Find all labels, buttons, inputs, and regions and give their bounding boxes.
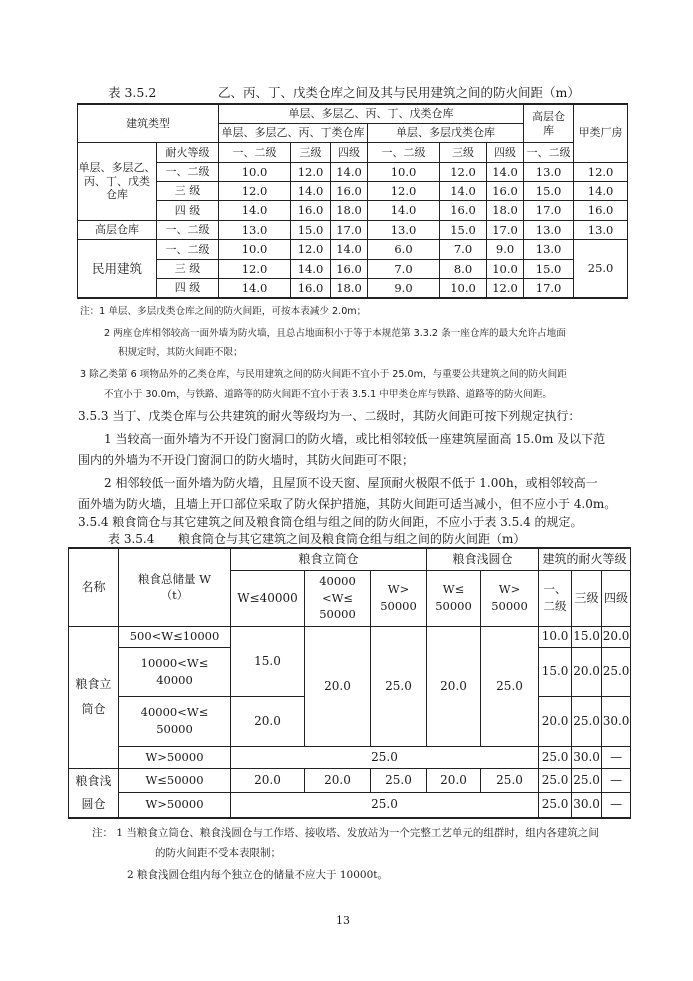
table-cell: 16.0 [331,182,368,201]
table-row [78,182,628,201]
table-cell: 15.0 [524,182,574,201]
table-cell: 12.0 [368,182,440,201]
table-cell: 13.0 [524,220,574,239]
table-2-note: 2 粮食浅圆仓组内每个独立仓的储量不应大于 10000t。 [127,869,388,881]
table-1-note: 不宜小于 30.0m，与铁路、道路等的防火间距不宜小于表 3.5.1 中甲类仓库与铁路、道路等的防火间距。 [104,389,553,400]
header-col: W> 50000 [481,570,539,626]
table-1-number: 表 3.5.2 [108,85,157,100]
clause-text: 面外墙为防火墙，且墙上开口部位采取了防火保护措施，其防火间距可适当减小，但不应小于 4.0m。 [78,497,617,511]
table-cell-merged: 25.0 [574,240,628,298]
table-cell: 16.0 [440,201,487,220]
table-cell: 25.0 [539,746,572,768]
table-row [69,746,631,768]
header-fire-group: 建筑的耐火等级 [539,548,631,570]
row-grade: 一、二级 [157,240,219,259]
row-grade: 四 级 [157,279,219,298]
table-cell: 18.0 [487,201,524,220]
table-cell: 13.0 [524,240,574,259]
table-cell: 20.0 [231,696,305,746]
table-cell: 20.0 [602,626,631,647]
table-2-note: 注： 1 当粮食立筒仓、粮食浅圆仓与工作塔、接收塔、发放站为一个完整工艺单元的组群时，组内各建筑之间 [92,827,599,839]
table-cell: 14.0 [368,201,440,220]
table-cell: 10.0 [219,240,291,259]
table-cell: 25.0 [572,768,602,792]
table-cell: 16.0 [574,201,628,220]
table-cell: 14.0 [440,182,487,201]
clause-3-5-4: 3.5.4 粮食筒仓与其它建筑之间及粮食筒仓组与组之间的防火间距，不应小于表 3.5.4 的规定。 [78,515,583,529]
table-cell: 12.0 [574,162,628,181]
table-cell: 25.0 [602,647,631,696]
storage-range: 10000<W≤ 40000 [119,647,231,696]
table-cell: 18.0 [331,279,368,298]
header-grade: 三级 [440,143,487,162]
row-grade: 一、二级 [157,162,219,181]
clause-text: 围内的外墙为不开设门窗洞口的防火墙时，其防火间距可不限； [78,453,415,467]
table-cell: 15.0 [524,259,574,278]
table-cell: 14.0 [291,182,331,201]
header-group: 单层、多层乙、丙、丁、戊类仓库 [219,104,524,123]
table-1-note: 3 除乙类第 6 项物品外的乙类仓库，与民用建筑之间的防火间距不宜小于 25.0m，与重要公共建筑之间的防火间距 [80,369,567,380]
table-row [69,768,631,792]
table-cell: 14.0 [219,201,291,220]
table-cell: 25.0 [539,768,572,792]
header-grade: 一、二级 [368,143,440,162]
table-row [78,259,628,278]
header-fire-rating: 耐火等级 [157,143,219,162]
row-group-highrise: 高层仓库 [78,220,157,239]
table-cell: 14.0 [331,162,368,181]
storage-range: 40000<W≤ 50000 [119,696,231,746]
table-cell: 20.0 [231,768,305,792]
row-grade: 三 级 [157,182,219,201]
table-cell: 20.0 [572,647,602,696]
table-2-number: 表 3.5.4 [108,532,155,546]
header-storage: 粮食总储量 W （t） [119,548,231,626]
header-grade: 四级 [487,143,524,162]
table-cell: 7.0 [440,240,487,259]
table-cell: 16.0 [331,259,368,278]
table-cell: 17.0 [331,220,368,239]
table-cell: 25.0 [371,626,427,746]
row-grade: 一、二级 [157,220,219,239]
clause-text: 1 当较高一面外墙为不开设门窗洞口的防火墙，或比相邻较低一座建筑屋面高 15.0m 及以下范 [104,432,606,446]
page-number: 13 [336,914,350,927]
table-cell: 25.0 [539,792,572,818]
row-group-warehouse: 单层、多层乙、 丙、丁、戊类 仓库 [78,143,157,221]
table-cell: 6.0 [368,240,440,259]
table-cell: 25.0 [572,696,602,746]
table-cell: 25.0 [371,768,427,792]
table-cell: 10.0 [539,626,572,647]
table-cell: 15.0 [291,220,331,239]
storage-range: 500<W≤10000 [119,626,231,647]
table-cell: 25.0 [481,768,539,792]
table-cell: 17.0 [524,279,574,298]
header-col: 一、 二级 [539,570,572,626]
header-col: W> 50000 [371,570,427,626]
table-cell: 13.0 [524,162,574,181]
table-1-note: 注：1 单层、多层戊类仓库之间的防火间距，可按本表减少 2.0m； [80,306,367,317]
table-cell: 14.0 [574,182,628,201]
table-cell: 25.0 [481,626,539,746]
table-1-note: 积规定时，其防火间距不限； [118,347,243,358]
header-shallow-group: 粮食浅圆仓 [427,548,539,570]
table-row [69,626,631,647]
table-1-title: 乙、丙、丁、戊类仓库之间及其与民用建筑之间的防火间距（m） [218,85,580,100]
header-highrise: 高层仓 库 [524,104,574,143]
table-cell: 13.0 [368,220,440,239]
table-row [78,220,628,239]
storage-range: W>50000 [119,792,231,818]
table-cell: — [602,768,631,792]
table-cell: 7.0 [368,259,440,278]
table-cell: 8.0 [440,259,487,278]
table-cell: 14.0 [291,259,331,278]
table-row [78,240,628,259]
table-cell: 20.0 [427,626,481,746]
table-cell: 13.0 [574,220,628,239]
table-cell: 15.0 [572,626,602,647]
fire-distance-table-grain-silo [68,547,631,819]
header-silo-group: 粮食立筒仓 [231,548,427,570]
table-cell: 12.0 [440,162,487,181]
table-cell: 20.0 [427,768,481,792]
table-cell: 15.0 [440,220,487,239]
table-cell: 9.0 [368,279,440,298]
table-cell: 10.0 [440,279,487,298]
table-cell: 16.0 [291,201,331,220]
row-group-civil: 民用建筑 [78,240,157,298]
header-col: W≤40000 [231,570,305,626]
table-2-note: 的防火间距不受本表限制； [155,847,281,859]
table-cell: 12.0 [219,182,291,201]
table-row [78,162,628,181]
table-cell: 16.0 [487,182,524,201]
row-group-silo: 粮食立 筒仓 [69,626,119,768]
storage-range: W>50000 [119,746,231,768]
header-subgroup-1: 单层、多层乙、丙、丁类仓库 [219,123,368,142]
row-grade: 三 级 [157,259,219,278]
row-group-shallow: 粮食浅 圆仓 [69,768,119,818]
table-cell: 15.0 [539,647,572,696]
table-cell: 20.0 [305,626,371,746]
table-cell-merged: 25.0 [231,746,539,768]
table-cell: 17.0 [524,201,574,220]
table-cell: 30.0 [572,792,602,818]
table-row [78,201,628,220]
header-col: 三级 [572,570,602,626]
storage-range: W≤50000 [119,768,231,792]
clause-3-5-3: 3.5.3 当丁、戊类仓库与公共建筑的耐火等级均为一、二级时，其防火间距可按下列规定执行： [78,409,581,423]
header-name: 名称 [69,548,119,626]
table-cell: 14.0 [219,279,291,298]
table-cell-merged: 25.0 [231,792,539,818]
table-cell: 30.0 [572,746,602,768]
table-cell: 20.0 [539,696,572,746]
table-cell: 12.0 [487,279,524,298]
header-col: 四级 [602,570,631,626]
table-cell: 14.0 [331,240,368,259]
table-cell: 12.0 [291,240,331,259]
table-row [78,279,628,298]
table-2-title: 粮食筒仓与其它建筑之间及粮食筒仓组与组之间的防火间距（m） [178,532,526,546]
header-jia-factory: 甲类厂房 [574,104,628,162]
table-row [69,792,631,818]
table-cell: 18.0 [331,201,368,220]
table-1-note: 2 两座仓库相邻较高一面外墙为防火墙，且总占地面积小于等于本规范第 3.3.2 条一座仓库的最大允许占地面 [104,328,566,339]
table-cell: 15.0 [231,626,305,696]
table-cell: 14.0 [487,162,524,181]
table-cell: 10.0 [368,162,440,181]
header-col: W≤ 50000 [427,570,481,626]
header-grade: 三级 [291,143,331,162]
table-cell: 30.0 [602,696,631,746]
table-cell: 16.0 [291,279,331,298]
table-cell: 20.0 [305,768,371,792]
clause-text: 2 相邻较低一面外墙为防火墙，且屋顶不设天窗、屋顶耐火极限不低于 1.00h，或相邻较高一 [104,476,598,490]
header-grade: 一、二级 [219,143,291,162]
table-cell: 12.0 [291,162,331,181]
table-cell: — [602,746,631,768]
table-cell: — [602,792,631,818]
fire-distance-table-warehouse [77,103,628,299]
header-building-type: 建筑类型 [78,104,219,143]
header-grade: 四级 [331,143,368,162]
table-cell: 17.0 [487,220,524,239]
table-cell: 13.0 [219,220,291,239]
header-subgroup-2: 单层、多层戊类仓库 [368,123,524,142]
table-cell: 12.0 [219,259,291,278]
table-cell: 10.0 [487,259,524,278]
table-cell: 9.0 [487,240,524,259]
table-cell: 10.0 [219,162,291,181]
row-grade: 四 级 [157,201,219,220]
header-grade: 一、二级 [524,143,574,162]
header-col: 40000 <W≤ 50000 [305,570,371,626]
